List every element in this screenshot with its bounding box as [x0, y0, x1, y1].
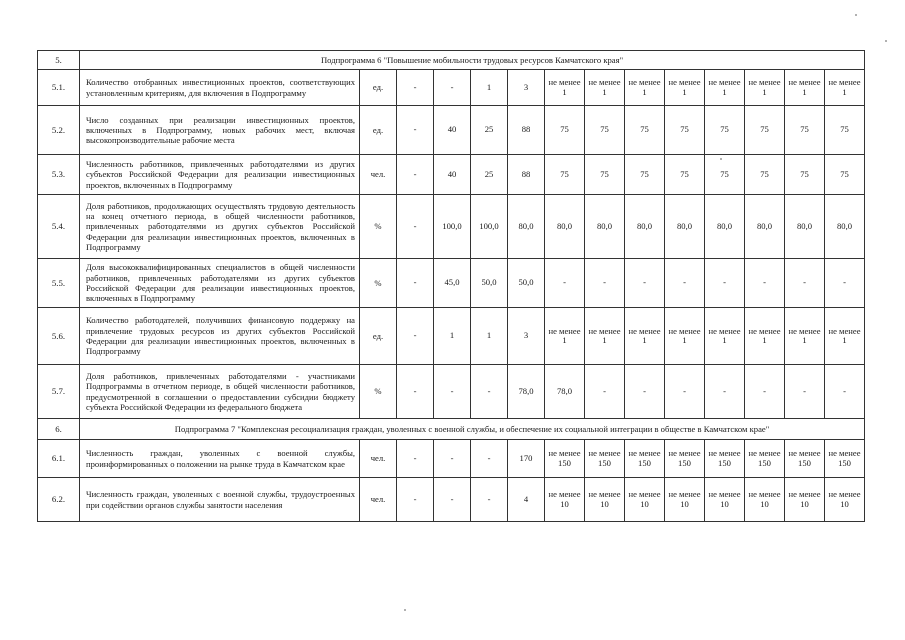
value-cell: - [625, 259, 665, 308]
row-number: 5. [38, 51, 80, 70]
value-cell: - [785, 259, 825, 308]
table-row [38, 259, 865, 308]
value-cell: - [705, 365, 745, 419]
value-cell: 78,0 [545, 365, 585, 419]
value-cell: - [585, 365, 625, 419]
unit-cell: ед. [360, 106, 397, 155]
table-row [38, 478, 865, 522]
scan-speck [720, 158, 722, 160]
value-cell: не менее 10 [785, 478, 825, 522]
subprogram-row [38, 419, 865, 440]
value-cell: - [397, 155, 434, 195]
value-cell: - [434, 365, 471, 419]
scan-speck [404, 609, 406, 611]
table-body [38, 51, 865, 522]
value-cell: не менее 150 [745, 440, 785, 478]
value-cell: не менее 1 [785, 308, 825, 365]
table-row [38, 195, 865, 259]
indicator-name: Доля работников, привлеченных работодателями - участниками Подпрограммы в отчетном периоде, в общей численности работников, предусмотренной в соглашении о предоставлении субсидии бюджету субъекта Российской Федерации из федерального бюджета [80, 365, 360, 419]
value-cell: 80,0 [785, 195, 825, 259]
table-row [38, 365, 865, 419]
value-cell: 88 [508, 155, 545, 195]
unit-cell: % [360, 365, 397, 419]
value-cell: - [397, 365, 434, 419]
value-cell: 75 [625, 155, 665, 195]
value-cell: - [585, 259, 625, 308]
value-cell: - [434, 440, 471, 478]
value-cell: - [434, 70, 471, 106]
value-cell: - [625, 365, 665, 419]
value-cell: не менее 10 [665, 478, 705, 522]
table-row [38, 155, 865, 195]
value-cell: 50,0 [471, 259, 508, 308]
value-cell: - [745, 365, 785, 419]
value-cell: 1 [434, 308, 471, 365]
subprogram-title: Подпрограмма 6 "Повышение мобильности трудовых ресурсов Камчатского края" [80, 51, 865, 70]
value-cell: не менее 150 [545, 440, 585, 478]
value-cell: - [545, 259, 585, 308]
value-cell: 25 [471, 155, 508, 195]
value-cell: 75 [585, 106, 625, 155]
value-cell: 75 [665, 155, 705, 195]
indicator-name: Число созданных при реализации инвестиционных проектов, включенных в Подпрограмму, новых рабочих мест, включая высокопроизводительные рабочие места [80, 106, 360, 155]
value-cell: не менее 150 [825, 440, 865, 478]
value-cell: 75 [825, 106, 865, 155]
indicator-name: Количество работодателей, получивших финансовую поддержку на привлечение трудовых ресурсов из других субъектов Российской Федерации для реализации инвестиционных проектов, включенных в Подпрограмму [80, 308, 360, 365]
table-row [38, 440, 865, 478]
subprogram-title: Подпрограмма 7 "Комплексная ресоциализация граждан, уволенных с военной службы, и обеспечение их социальной интеграции в обществе в Камчатском крае" [80, 419, 865, 440]
value-cell: не менее 10 [625, 478, 665, 522]
value-cell: не менее 1 [705, 70, 745, 106]
row-number: 5.1. [38, 70, 80, 106]
indicator-name: Численность работников, привлеченных работодателями из других субъектов Российской Федерации для реализации инвестиционных проектов, включенных в Подпрограмму [80, 155, 360, 195]
value-cell: - [397, 195, 434, 259]
value-cell: не менее 1 [585, 308, 625, 365]
value-cell: - [397, 70, 434, 106]
value-cell: 75 [585, 155, 625, 195]
unit-cell: % [360, 195, 397, 259]
value-cell: 3 [508, 70, 545, 106]
value-cell: 75 [825, 155, 865, 195]
value-cell: 75 [705, 106, 745, 155]
indicator-name: Количество отобранных инвестиционных проектов, соответствующих установленным критериям, для включения в Подпрограмму [80, 70, 360, 106]
value-cell: - [471, 478, 508, 522]
value-cell: не менее 10 [825, 478, 865, 522]
table-row [38, 308, 865, 365]
indicators-table [37, 50, 865, 522]
subprogram-row [38, 51, 865, 70]
value-cell: 170 [508, 440, 545, 478]
value-cell: не менее 10 [705, 478, 745, 522]
value-cell: не менее 150 [705, 440, 745, 478]
row-number: 5.7. [38, 365, 80, 419]
value-cell: - [825, 365, 865, 419]
value-cell: - [397, 259, 434, 308]
value-cell: 80,0 [705, 195, 745, 259]
value-cell: 80,0 [665, 195, 705, 259]
value-cell: не менее 1 [825, 308, 865, 365]
value-cell: не менее 1 [785, 70, 825, 106]
value-cell: 75 [545, 155, 585, 195]
value-cell: не менее 1 [665, 308, 705, 365]
value-cell: не менее 1 [705, 308, 745, 365]
value-cell: не менее 1 [625, 308, 665, 365]
value-cell: не менее 1 [545, 308, 585, 365]
value-cell: 80,0 [545, 195, 585, 259]
value-cell: - [665, 365, 705, 419]
value-cell: не менее 1 [625, 70, 665, 106]
value-cell: 40 [434, 106, 471, 155]
unit-cell: ед. [360, 70, 397, 106]
value-cell: - [785, 365, 825, 419]
value-cell: не менее 1 [545, 70, 585, 106]
row-number: 5.6. [38, 308, 80, 365]
value-cell: не менее 150 [785, 440, 825, 478]
value-cell: - [434, 478, 471, 522]
scan-speck [885, 40, 887, 42]
value-cell: 78,0 [508, 365, 545, 419]
unit-cell: чел. [360, 478, 397, 522]
value-cell: 75 [745, 155, 785, 195]
value-cell: не менее 10 [745, 478, 785, 522]
value-cell: 50,0 [508, 259, 545, 308]
value-cell: - [665, 259, 705, 308]
value-cell: 75 [625, 106, 665, 155]
value-cell: - [397, 478, 434, 522]
indicator-name: Доля работников, продолжающих осуществлять трудовую деятельность на конец отчетного периода, в общей численности работников, привлеченных работодателями из других субъектов Российской Федерации для реализации инвестиционных проектов, включенных в Подпрограмму [80, 195, 360, 259]
unit-cell: чел. [360, 155, 397, 195]
value-cell: 80,0 [745, 195, 785, 259]
value-cell: - [471, 365, 508, 419]
value-cell: - [825, 259, 865, 308]
value-cell: не менее 1 [745, 70, 785, 106]
indicator-name: Доля высококвалифицированных специалистов в общей численности работников, привлеченных работодателями из других субъектов Российской Федерации для реализации инвестиционных проектов, включенных в Подпрограмму [80, 259, 360, 308]
value-cell: 40 [434, 155, 471, 195]
value-cell: 100,0 [471, 195, 508, 259]
row-number: 6. [38, 419, 80, 440]
value-cell: 80,0 [585, 195, 625, 259]
row-number: 6.1. [38, 440, 80, 478]
value-cell: 75 [745, 106, 785, 155]
value-cell: - [471, 440, 508, 478]
value-cell: - [397, 440, 434, 478]
unit-cell: ед. [360, 308, 397, 365]
row-number: 6.2. [38, 478, 80, 522]
scan-speck [855, 14, 857, 16]
value-cell: 1 [471, 70, 508, 106]
value-cell: 3 [508, 308, 545, 365]
row-number: 5.5. [38, 259, 80, 308]
value-cell: - [397, 106, 434, 155]
value-cell: 80,0 [508, 195, 545, 259]
value-cell: 80,0 [825, 195, 865, 259]
unit-cell: % [360, 259, 397, 308]
value-cell: 88 [508, 106, 545, 155]
value-cell: 75 [545, 106, 585, 155]
value-cell: не менее 10 [545, 478, 585, 522]
value-cell: 100,0 [434, 195, 471, 259]
value-cell: 80,0 [625, 195, 665, 259]
value-cell: - [745, 259, 785, 308]
value-cell: 75 [705, 155, 745, 195]
row-number: 5.4. [38, 195, 80, 259]
value-cell: - [705, 259, 745, 308]
value-cell: не менее 1 [585, 70, 625, 106]
value-cell: 45,0 [434, 259, 471, 308]
indicator-name: Численность граждан, уволенных с военной службы, проинформированных о положении на рынке труда в Камчатском крае [80, 440, 360, 478]
value-cell: 75 [785, 106, 825, 155]
value-cell: не менее 150 [585, 440, 625, 478]
value-cell: 75 [785, 155, 825, 195]
value-cell: не менее 1 [825, 70, 865, 106]
indicator-name: Численность граждан, уволенных с военной службы, трудоустроенных при содействии органов службы занятости населения [80, 478, 360, 522]
value-cell: 1 [471, 308, 508, 365]
value-cell: 75 [665, 106, 705, 155]
value-cell: 25 [471, 106, 508, 155]
value-cell: не менее 150 [625, 440, 665, 478]
value-cell: не менее 10 [585, 478, 625, 522]
value-cell: не менее 1 [665, 70, 705, 106]
row-number: 5.3. [38, 155, 80, 195]
value-cell: не менее 1 [745, 308, 785, 365]
table-row [38, 106, 865, 155]
row-number: 5.2. [38, 106, 80, 155]
value-cell: не менее 150 [665, 440, 705, 478]
unit-cell: чел. [360, 440, 397, 478]
table-row [38, 70, 865, 106]
value-cell: 4 [508, 478, 545, 522]
value-cell: - [397, 308, 434, 365]
